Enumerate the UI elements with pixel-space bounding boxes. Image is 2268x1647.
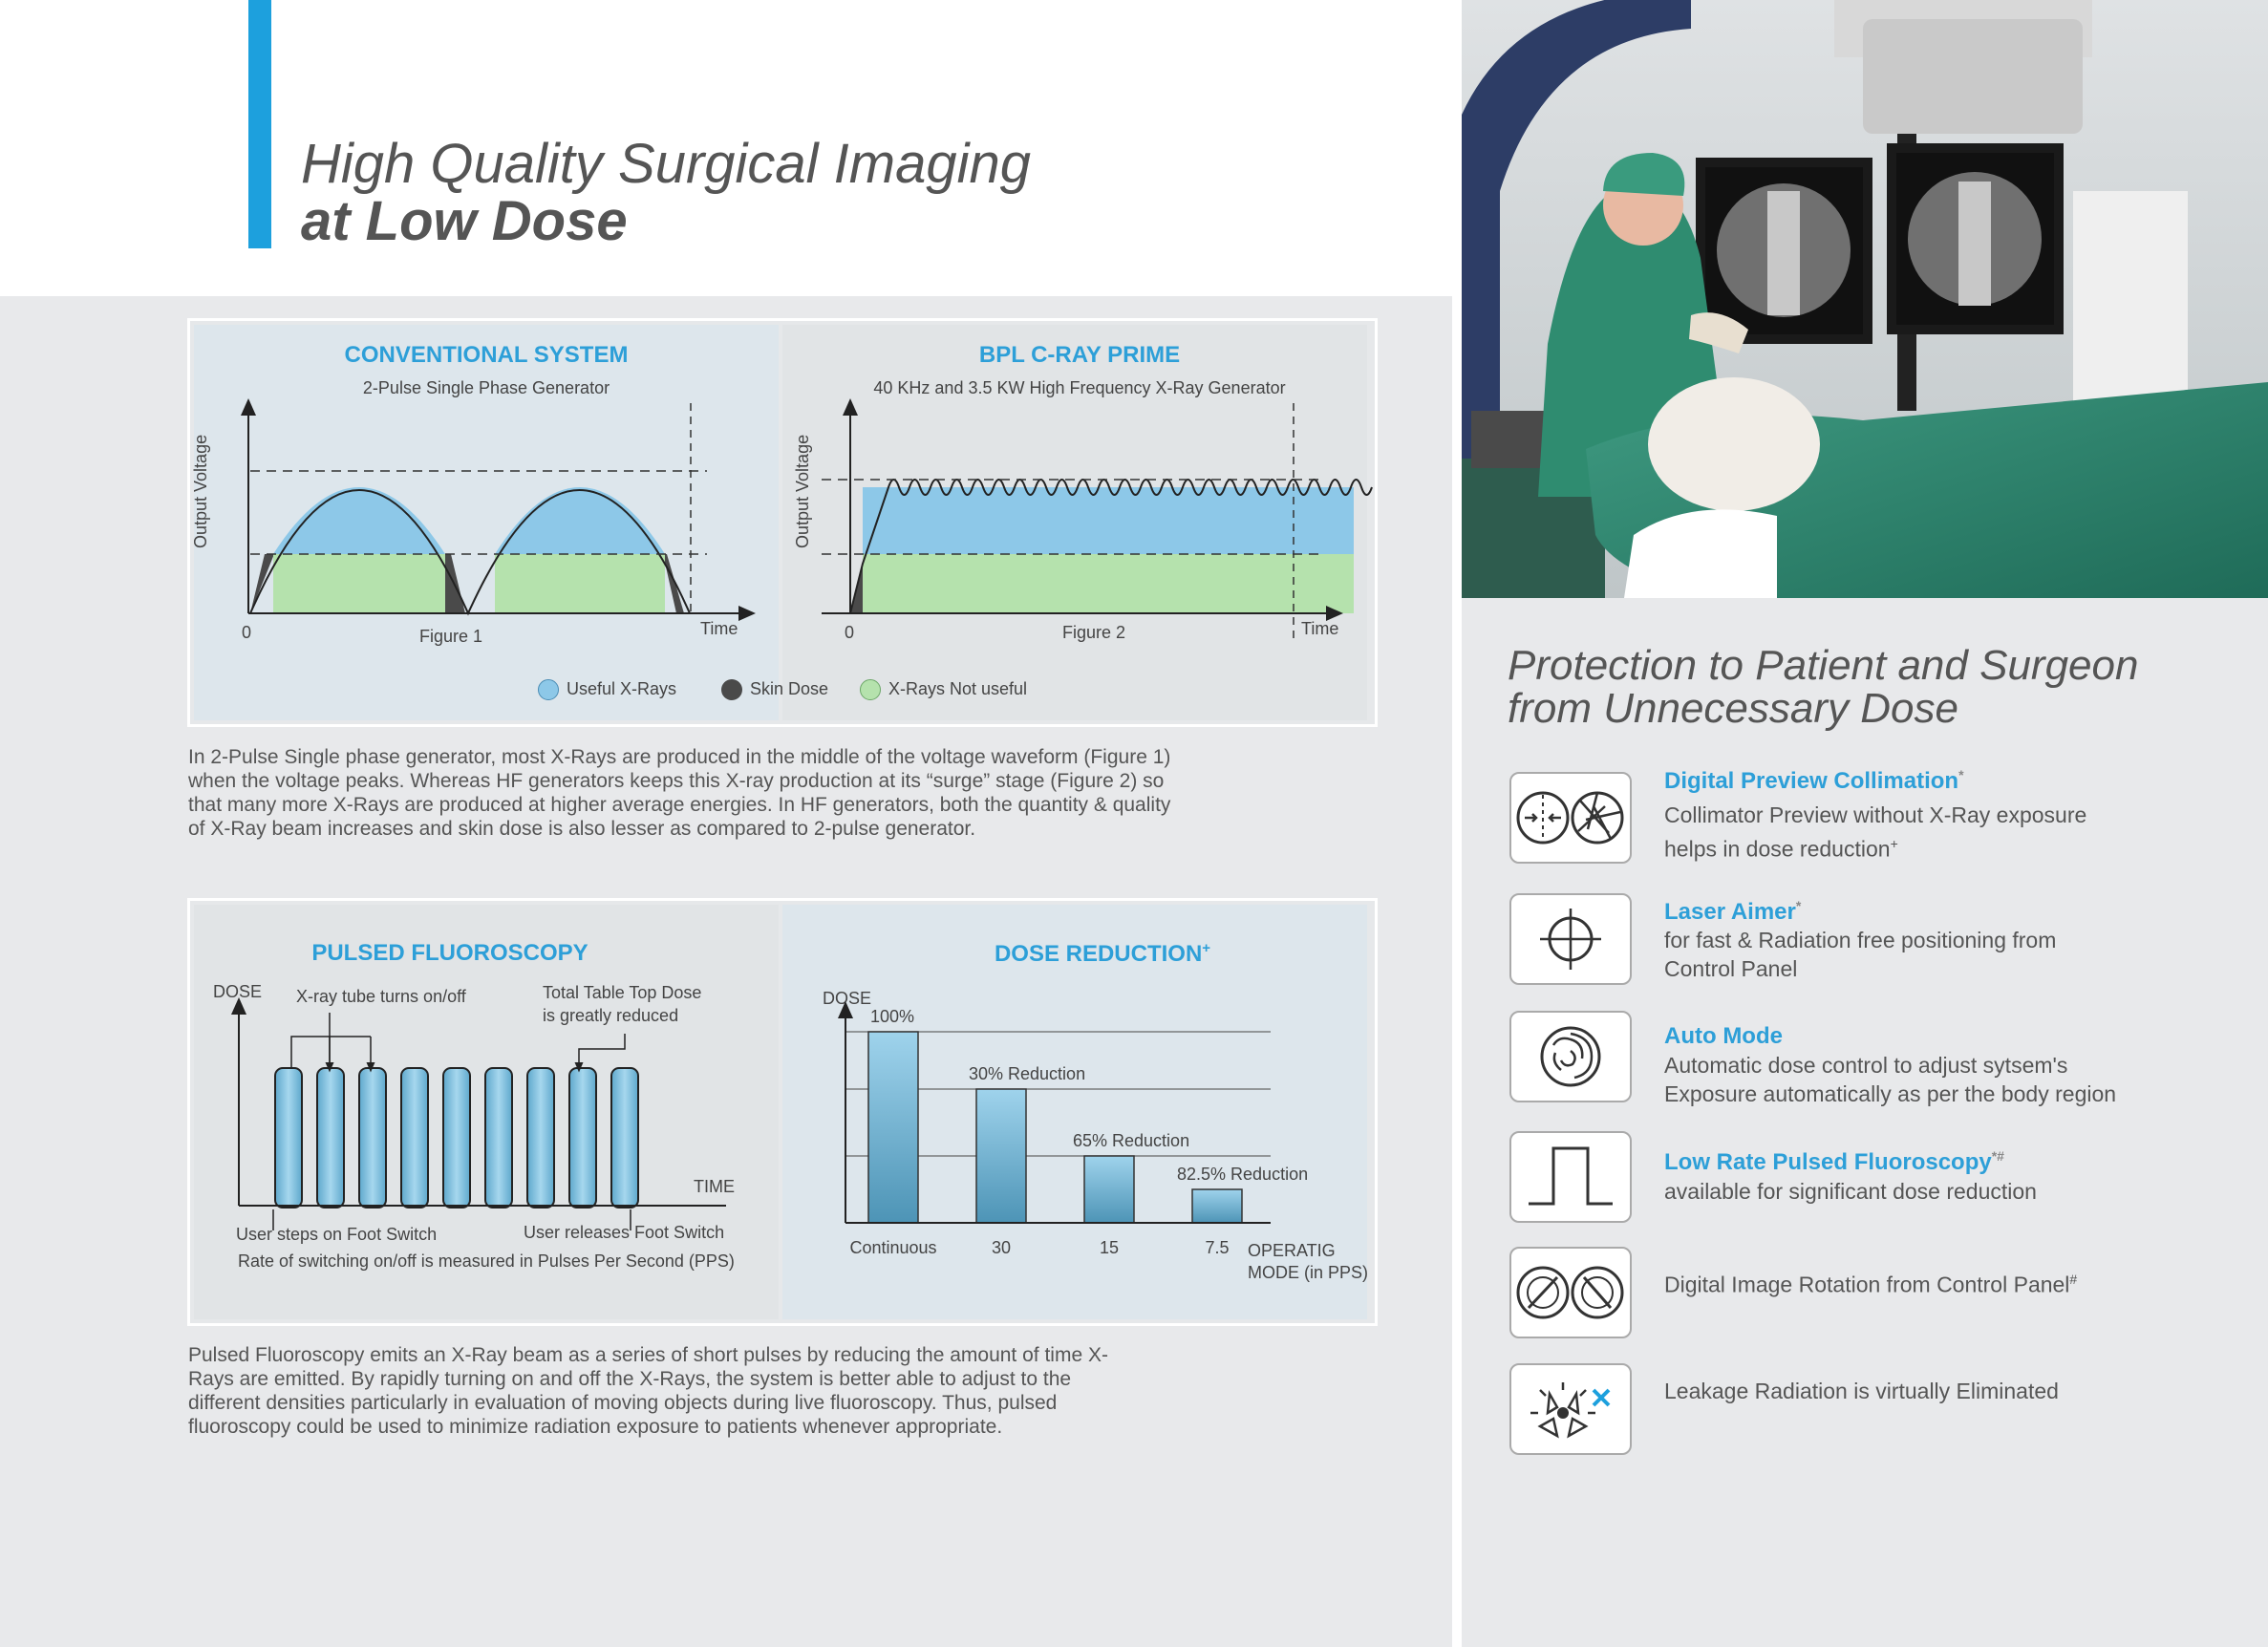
pulse-icon-graphic — [1511, 1133, 1630, 1221]
feature-title — [1664, 1148, 2004, 1176]
conventional-subtitle: 2-Pulse Single Phase Generator — [362, 378, 610, 397]
auto-mode-icon-graphic — [1511, 1013, 1630, 1101]
feature-description-line: Exposure automatically as per the body region — [1664, 1081, 2117, 1106]
crosshair-icon — [1509, 893, 1632, 985]
right-heading-line1: Protection to Patient and Surgeon — [1508, 642, 2139, 689]
radiation-icon-graphic — [1511, 1365, 1630, 1453]
origin-label: 0 — [242, 623, 252, 642]
rotation-icon — [1509, 1247, 1632, 1338]
useful-area — [495, 487, 665, 554]
not-useful-area — [863, 554, 1354, 613]
collimation-icon — [1509, 772, 1632, 864]
feature-title — [1664, 767, 1964, 795]
surgery-photo — [1462, 0, 2268, 598]
pulsed-x-label: TIME — [694, 1177, 735, 1196]
feature-mark: * — [1795, 898, 1802, 913]
y-axis-label: Output Voltage — [793, 434, 812, 548]
pulse-bar — [485, 1068, 512, 1208]
pulse-bar — [317, 1068, 344, 1208]
feature-description: available for significant dose reduction — [1664, 1179, 2037, 1204]
surgery-photo-illustration — [1462, 0, 2268, 598]
category-label: 30 — [991, 1238, 1012, 1257]
radiation-icon — [1509, 1363, 1632, 1455]
page-divider — [1452, 0, 1462, 1647]
rotation-icon-graphic — [1511, 1249, 1630, 1337]
pulse-bar — [569, 1068, 596, 1208]
bar — [868, 1032, 918, 1223]
y-axis-label: Output Voltage — [191, 434, 210, 548]
feature-title-text: Laser Aimer — [1664, 899, 1796, 925]
feature-title — [1664, 898, 1801, 926]
feature-mark: *# — [1991, 1148, 2004, 1164]
bar-data-label: 65% Reduction — [1073, 1131, 1190, 1150]
total-dose-arrow — [579, 1034, 625, 1068]
total-dose-annotation: Total Table Top Dose — [543, 983, 702, 1002]
feature-description-line: Control Panel — [1664, 956, 1798, 981]
feature-description-line: Automatic dose control to adjust sytsem's — [1664, 1053, 2068, 1078]
page-title-line1: High Quality Surgical Imaging — [301, 133, 1032, 195]
feature-description — [1664, 1051, 2199, 1108]
figure2-label: Figure 2 — [1062, 623, 1126, 642]
pulse-bar — [527, 1068, 554, 1208]
pps-note: Rate of switching on/off is measured in Pulses Per Second (PPS) — [238, 1251, 735, 1271]
bar — [1084, 1156, 1134, 1223]
feature-title-text: Digital Preview Collimation — [1664, 768, 1959, 794]
legend-swatch-skin — [721, 679, 742, 700]
origin-label: 0 — [845, 623, 855, 642]
feature-description — [1664, 926, 2199, 983]
feature-title: Auto Mode — [1664, 1023, 1783, 1049]
feature-description: Leakage Radiation is virtually Eliminated — [1664, 1379, 2059, 1403]
pulse-bar — [611, 1068, 638, 1208]
comparison-description: In 2-Pulse Single phase generator, most X-Rays are produced in the middle of the voltage waveform (Figure 1) when the voltage peaks. Whereas HF generators keeps this X-ray production at its “surge” stage (Figure 2) so that many more X-Rays are produced at higher average energies. In HF generators, both the quantity & quality of X-Ray beam increases and skin dose is also lesser as compared to 2-pulse generator. — [188, 746, 1171, 840]
feature-mark: # — [2069, 1272, 2078, 1287]
feature-description — [1664, 1265, 2199, 1299]
feature-description-line: for fast & Radiation free positioning from — [1664, 928, 2057, 952]
category-label: Continuous — [849, 1238, 937, 1257]
legend-swatch-useful — [538, 679, 559, 700]
bar-data-label: 82.5% Reduction — [1177, 1165, 1309, 1184]
bars — [849, 1007, 1308, 1257]
bar — [976, 1089, 1026, 1223]
page-title-line2: at Low Dose — [301, 190, 628, 252]
pulse-bar — [401, 1068, 428, 1208]
not-useful-area — [495, 554, 665, 613]
category-label: 7.5 — [1205, 1238, 1230, 1257]
bar-data-label: 100% — [870, 1007, 915, 1026]
figure2-waveform — [802, 392, 1357, 650]
chart-x-label: OPERATIG — [1248, 1241, 1336, 1260]
feature-description-text: Digital Image Rotation from Control Panel — [1664, 1272, 2070, 1297]
feature-mark: + — [1890, 836, 1898, 851]
figure1-waveform — [201, 392, 774, 650]
figure1-label: Figure 1 — [419, 627, 483, 646]
pulse-group — [275, 1068, 638, 1208]
feature-description-text: helps in dose reduction — [1664, 836, 1891, 862]
dose-reduction-mark: + — [1202, 940, 1211, 956]
pulsed-title: PULSED FLUOROSCOPY — [311, 940, 588, 966]
category-label: 15 — [1099, 1238, 1120, 1257]
skin-dose-area — [663, 554, 684, 613]
prime-title: BPL C-RAY PRIME — [978, 342, 1181, 368]
feature-description-line — [1664, 829, 2199, 864]
feature-mark: * — [1958, 767, 1964, 782]
pulse-bar — [275, 1068, 302, 1208]
not-useful-area — [273, 554, 445, 613]
x-axis-label: Time — [700, 619, 738, 638]
pulse-bar — [359, 1068, 386, 1208]
pulsed-description: Pulsed Fluoroscopy emits an X-Ray beam as a series of short pulses by reducing the amount of time X-Rays are emitted. By rapidly turning on and off the X-Rays, the system is better able to adjust to the different densities particularly in evaluation of moving objects during live fluoroscopy. Thus, pulsed fluoroscopy could be used to minimize radiation exposure to patients whenever appropriate. — [188, 1344, 1108, 1438]
useful-area — [863, 487, 1354, 554]
legend-label: Skin Dose — [750, 679, 829, 698]
feature-description-line: Collimator Preview without X-Ray exposure — [1664, 802, 2087, 827]
feature-title-text: Low Rate Pulsed Fluoroscopy — [1664, 1149, 1992, 1175]
prime-subtitle: 40 KHz and 3.5 KW High Frequency X-Ray Generator — [873, 378, 1286, 397]
dose-reduction-title-text: DOSE REDUCTION — [994, 941, 1203, 967]
total-dose-annotation: is greatly reduced — [543, 1006, 679, 1025]
auto-mode-icon — [1509, 1011, 1632, 1102]
accent-bar — [248, 0, 271, 248]
foot-release-label: User releases Foot Switch — [524, 1223, 725, 1242]
feature-description — [1664, 801, 2199, 864]
legend-label: Useful X-Rays — [567, 679, 677, 698]
bracket — [291, 1037, 330, 1068]
right-heading-line2: from Unnecessary Dose — [1508, 685, 1958, 732]
useful-area — [273, 487, 445, 554]
dose-reduction-title — [911, 940, 1294, 968]
foot-step-label: User steps on Foot Switch — [236, 1225, 438, 1244]
bar — [1192, 1189, 1242, 1223]
legend-label: X-Rays Not useful — [888, 679, 1028, 698]
chart-y-label: DOSE — [823, 989, 872, 1008]
pulse-annotation: X-ray tube turns on/off — [296, 987, 466, 1006]
pulse-icon — [1509, 1131, 1632, 1223]
chart-x-label: MODE (in PPS) — [1248, 1263, 1369, 1282]
x-axis-label: Time — [1301, 619, 1339, 638]
bar-data-label: 30% Reduction — [969, 1064, 1086, 1083]
crosshair-icon-graphic — [1511, 895, 1630, 983]
pulsed-y-label: DOSE — [213, 982, 263, 1001]
conventional-title: CONVENTIONAL SYSTEM — [344, 342, 629, 368]
pulse-bar — [443, 1068, 470, 1208]
collimation-icon-graphic — [1511, 774, 1630, 862]
legend-swatch-notuseful — [860, 679, 881, 700]
